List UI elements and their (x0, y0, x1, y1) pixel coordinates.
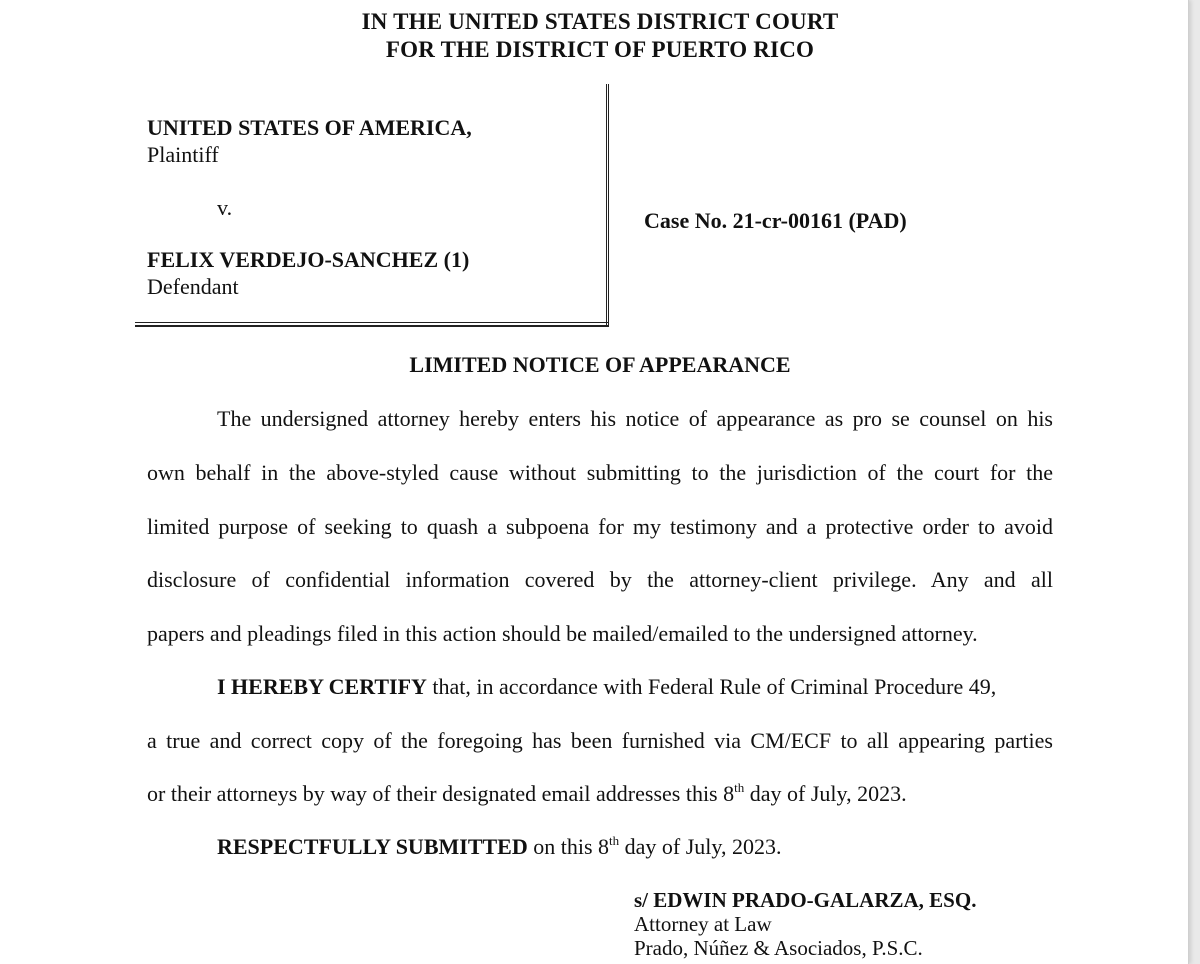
document-title: LIMITED NOTICE OF APPEARANCE (409, 352, 791, 377)
submitted-line (217, 834, 782, 860)
certification-line (147, 781, 907, 807)
certification-text: day of July, 2023. (744, 781, 907, 806)
plaintiff-role: Plaintiff (147, 142, 219, 167)
ordinal-suffix: th (734, 780, 745, 795)
body-line: The undersigned attorney hereby enters his notice of appearance as pro se counsel on his (217, 406, 1053, 431)
caption-vertical-rule (606, 84, 609, 326)
caption-horizontal-rule (135, 322, 609, 327)
certification-line: a true and correct copy of the foregoing has been furnished via CM/ECF to all appearing parties (147, 728, 1053, 753)
defendant-name: FELIX VERDEJO-SANCHEZ (1) (147, 247, 470, 272)
case-number: Case No. 21-cr-00161 (PAD) (644, 208, 907, 233)
body-line: own behalf in the above-styled cause without submitting to the jurisdiction of the court for the (147, 460, 1053, 485)
certify-heading: I HEREBY CERTIFY (217, 674, 427, 699)
signature-title: Attorney at Law (634, 912, 772, 936)
court-name-line2: FOR THE DISTRICT OF PUERTO RICO (385, 37, 815, 62)
signature-firm: Prado, Núñez & Asociados, P.S.C. (634, 936, 923, 960)
body-line: disclosure of confidential information covered by the attorney-client privilege. Any and all (147, 567, 1053, 592)
plaintiff-name: UNITED STATES OF AMERICA, (147, 115, 472, 140)
defendant-role: Defendant (147, 274, 239, 299)
body-line: limited purpose of seeking to quash a subpoena for my testimony and a protective order to avoid (147, 514, 1053, 539)
submitted-heading: RESPECTFULLY SUBMITTED (217, 834, 528, 859)
certification-text: that, in accordance with Federal Rule of Criminal Procedure 49, (426, 674, 997, 699)
body-line: papers and pleadings filed in this action should be mailed/emailed to the undersigned attorney. (147, 621, 978, 646)
certification-line (217, 674, 996, 700)
court-name-line1: IN THE UNITED STATES DISTRICT COURT (361, 9, 839, 34)
versus: v. (217, 195, 233, 220)
submitted-text: day of July, 2023. (619, 834, 782, 859)
certification-text: or their attorneys by way of their designated email addresses this 8 (147, 781, 735, 806)
submitted-text: on this 8 (527, 834, 610, 859)
ordinal-suffix: th (609, 833, 620, 848)
signature-name: s/ EDWIN PRADO-GALARZA, ESQ. (634, 888, 977, 912)
